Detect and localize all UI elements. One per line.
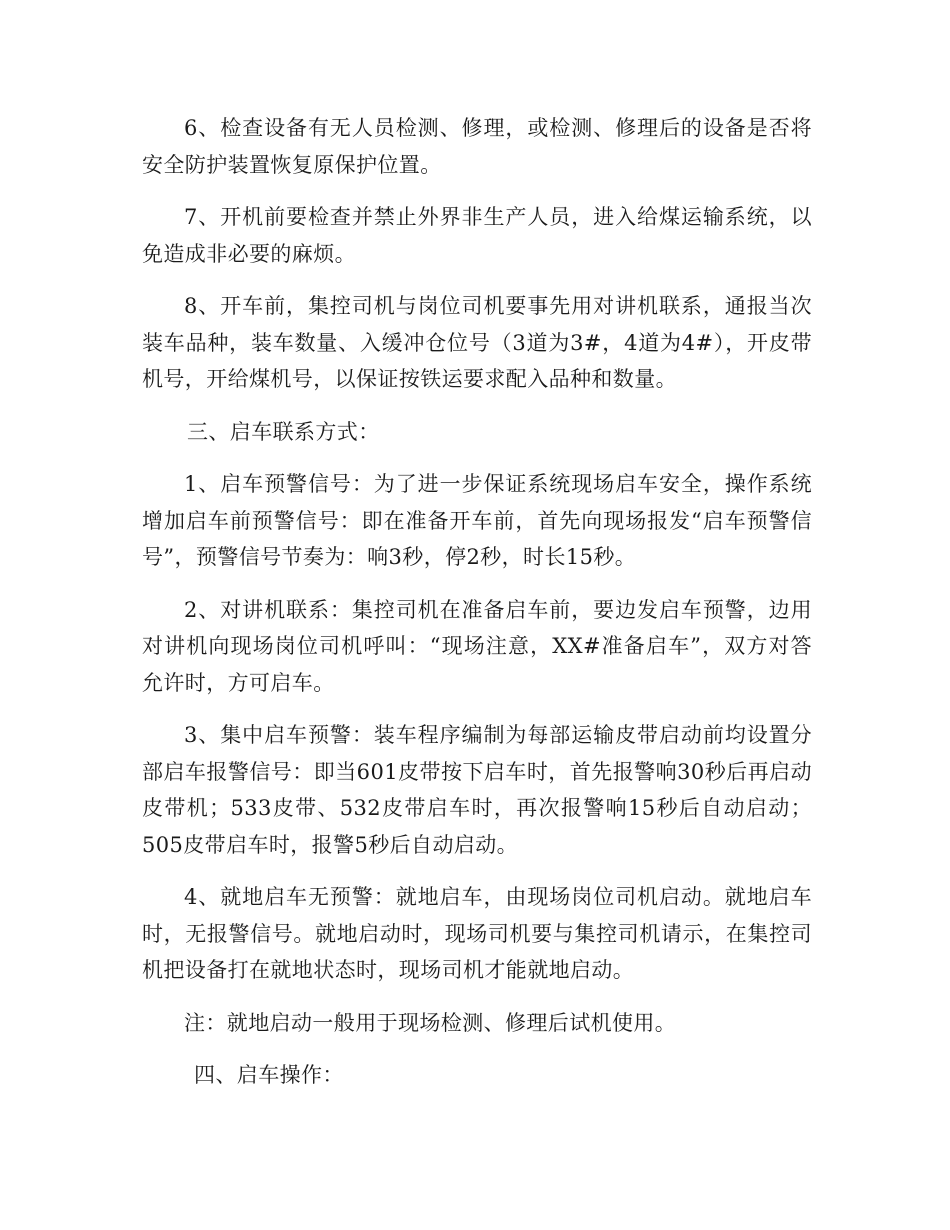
paragraph-start-warning-signal: 1、启车预警信号：为了进一步保证系统现场启车安全，操作系统增加启车前预警信号：即在准备开车前，首先向现场报发“启车预警信号”，预警信号节奏为：响3秒，停2秒，时长15秒。 [142,472,812,569]
paragraph-centralized-warning: 3、集中启车预警：装车程序编制为每部运输皮带启动前均设置分部启车报警信号：即当601皮带按下启车时，首先报警响30秒后再启动皮带机；533皮带、532皮带启车时，再次报警响15秒后自动启动；505皮带启车时，报警5秒后自动启动。 [142,723,812,857]
paragraph-item-8: 8、开车前，集控司机与岗位司机要事先用对讲机联系，通报当次装车品种，装车数量、入缓冲仓位号（3道为3#，4道为4#），开皮带机号，开给煤机号，以保证按铁运要求配入品种和数量。 [142,294,812,391]
paragraph-item-7: 7、开机前要检查并禁止外界非生产人员，进入给煤运输系统，以免造成非必要的麻烦。 [142,205,812,266]
paragraph-local-start: 4、就地启车无预警：就地启车，由现场岗位司机启动。就地启车时，无报警信号。就地启动时，现场司机要与集控司机请示，在集控司机把设备打在就地状态时，现场司机才能就地启动。 [142,885,812,982]
section-heading-3: 三、启车联系方式： [187,419,380,444]
paragraph-item-6: 6、检查设备有无人员检测、修理，或检测、修理后的设备是否将安全防护装置恢复原保护位置。 [142,116,812,177]
document-body [142,110,812,1110]
paragraph-intercom-contact: 2、对讲机联系：集控司机在准备启车前，要边发启车预警，边用对讲机向现场岗位司机呼叫：“现场注意，XX#准备启车”，双方对答允许时，方可启车。 [142,597,812,695]
section-heading-4: 四、启车操作： [194,1063,344,1087]
paragraph-note: 注：就地启动一般用于现场检测、修理后试机使用。 [184,1010,677,1035]
